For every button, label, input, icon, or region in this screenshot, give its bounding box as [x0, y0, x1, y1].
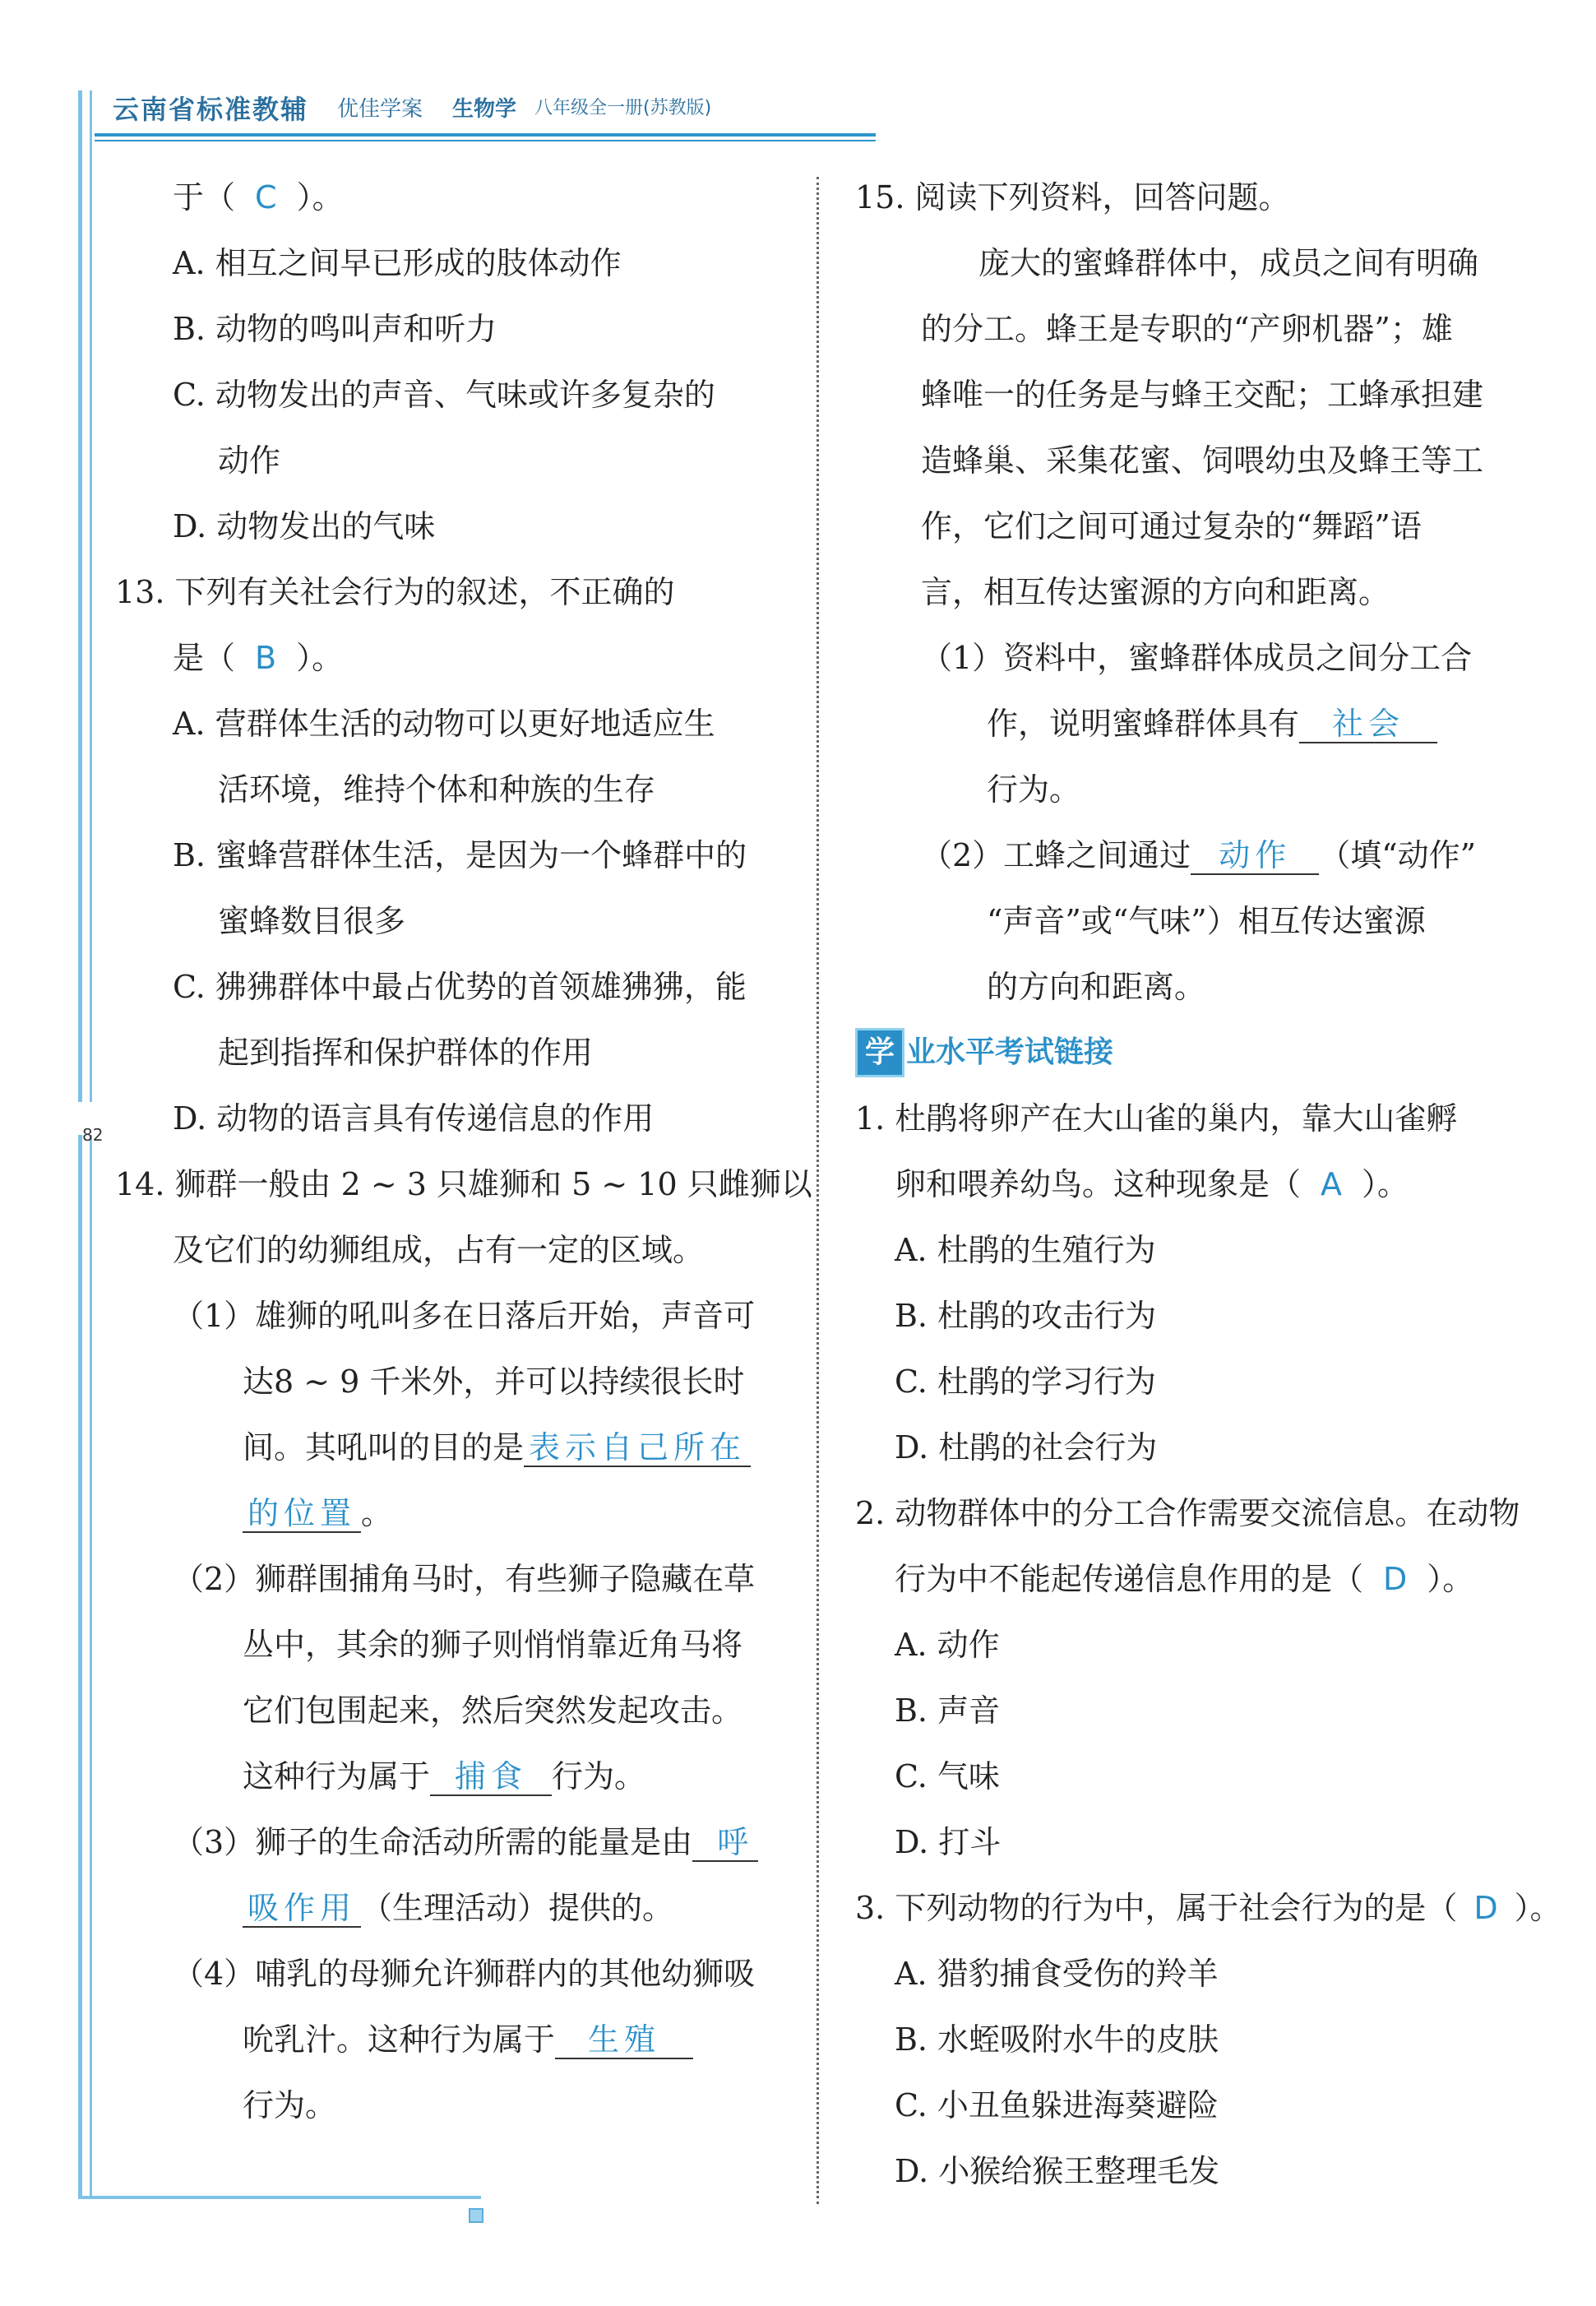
q14-stem-1: 14. 狮群一般由 2 ~ 3 只雄狮和 5 ~ 10 只雌狮以: [115, 1166, 812, 1202]
t2-option-c: C. 气味: [895, 1758, 1000, 1794]
q12-option-c: C. 动物发出的声音、气味或许多复杂的: [173, 377, 715, 413]
q14-p1-answer-a: 表示自己所在: [524, 1429, 751, 1467]
q12-option-b: B. 动物的鸣叫声和听力: [173, 311, 497, 347]
q13-stem: 13. 下列有关社会行为的叙述，不正确的: [115, 574, 675, 610]
q14-stem-2: 及它们的幼狮组成，占有一定的区域。: [173, 1232, 705, 1268]
t1-stem: 1. 杜鹃将卵产在大山雀的巢内，靠大山雀孵: [855, 1100, 1458, 1137]
q12-option-a: A. 相互之间早已形成的肢体动作: [173, 245, 622, 281]
q14-p2-l4: 这种行为属于 捕食 行为。: [243, 1758, 646, 1794]
q13-option-b-cont: 蜜蜂数目很多: [218, 903, 406, 939]
t3-option-d: D. 小猴给猴王整理毛发: [895, 2153, 1220, 2189]
q14-p2-l1: （2）狮群围捕角马时，有些狮子隐藏在草: [173, 1561, 756, 1597]
book-title: 优佳学案: [337, 97, 423, 122]
q15-passage-3: 蜂唯一的任务是与蜂王交配；工蜂承担建: [921, 377, 1484, 413]
q13-option-a-cont: 活环境，维持个体和种族的生存: [218, 771, 656, 808]
q13-option-c: C. 狒狒群体中最占优势的首领雄狒狒，能: [173, 969, 747, 1005]
t2-stem: 2. 动物群体中的分工合作需要交流信息。在动物: [855, 1495, 1520, 1531]
subject-title: 生物学: [452, 97, 517, 122]
t2-option-a: A. 动作: [895, 1627, 1000, 1663]
q14-p1-l4: 的位置 。: [111, 1480, 785, 1546]
q15-passage-6: 言，相互传达蜜源的方向和距离。: [921, 574, 1390, 610]
bottom-marker: [469, 2208, 483, 2223]
q15-passage-1: 庞大的蜜蜂群体中，成员之间有明确: [978, 245, 1479, 281]
q14-p1-answer-b: 的位置: [243, 1495, 361, 1533]
q12-answer: C: [255, 179, 277, 215]
q15-stem: 15. 阅读下列资料，回答问题。: [855, 179, 1290, 215]
q15-p2-l2: “声音”或“气味”）相互传达蜜源: [987, 903, 1426, 939]
t1-option-c: C. 杜鹃的学习行为: [895, 1364, 1156, 1400]
section-title: 业水平考试链接: [906, 1035, 1114, 1069]
column-divider: [817, 177, 819, 2204]
t2-option-b: B. 声音: [895, 1692, 1001, 1729]
right-column: [855, 164, 1561, 2204]
t3-option-b: B. 水蛭吸附水牛的皮肤: [895, 2021, 1219, 2058]
q13-answer: B: [255, 640, 277, 676]
q14-p4-l1: （4）哺乳的母狮允许狮群内的其他幼狮吸: [173, 1956, 756, 1992]
section-icon: 学: [855, 1028, 904, 1077]
q14-p3-l2: 吸作用 （生理活动）提供的。: [111, 1875, 785, 1941]
series-title: 云南省标准教辅: [113, 94, 309, 125]
q13-option-a: A. 营群体生活的动物可以更好地适应生: [173, 706, 715, 742]
q14-p1-l3: 间。其吼叫的目的是 表示自己所在: [111, 1415, 785, 1480]
q12-answer-line: 于（ C ）。: [173, 179, 344, 215]
q14-p2-l3: 它们包围起来，然后突然发起攻击。: [243, 1692, 743, 1729]
q14-p4-l2: 吮乳汁。这种行为属于 生殖: [111, 2007, 785, 2072]
t3-option-c: C. 小丑鱼躲进海葵避险: [895, 2087, 1219, 2123]
t3-answer: D: [1473, 1890, 1498, 1926]
t1-answer-line: 卵和喂养幼鸟。这种现象是（ A ）。: [895, 1166, 1409, 1202]
q15-passage-4: 造蜂巢、采集花蜜、饲喂幼虫及蜂王等工: [921, 442, 1484, 479]
t1-option-a: A. 杜鹃的生殖行为: [895, 1232, 1156, 1268]
grade-title: 八年级全一册(苏教版): [534, 98, 712, 118]
q13-option-c-cont: 起到指挥和保护群体的作用: [218, 1035, 594, 1071]
t2-answer-line: 行为中不能起传递信息作用的是（ D ）。: [895, 1561, 1474, 1597]
q14-p2-l2: 丛中，其余的狮子则悄悄靠近角马将: [243, 1627, 743, 1663]
q14-p4-answer: 生殖: [555, 2021, 693, 2059]
q14-p1-l1: （1）雄狮的吼叫多在日落后开始，声音可: [173, 1298, 756, 1334]
q15-p1-l3: 行为。: [987, 771, 1081, 808]
t1-option-d: D. 杜鹃的社会行为: [895, 1429, 1158, 1466]
q12-option-d: D. 动物发出的气味: [173, 508, 436, 544]
q14-p4-l3: 行为。: [243, 2087, 337, 2123]
t1-option-b: B. 杜鹃的攻击行为: [895, 1298, 1157, 1334]
q14-p3-answer-b: 吸作用: [243, 1890, 361, 1928]
q14-p1-l2: 达8 ~ 9 千米外，并可以持续很长时: [243, 1364, 745, 1400]
q15-p2-l3: 的方向和距离。: [987, 969, 1206, 1005]
q15-passage-5: 作，它们之间可通过复杂的“舞蹈”语: [921, 508, 1422, 544]
q14-p3-answer-a: 呼: [692, 1824, 758, 1862]
page-number: 82: [82, 1125, 104, 1145]
header-rule: [95, 133, 876, 137]
t3-option-a: A. 猎豹捕食受伤的羚羊: [895, 1956, 1219, 1992]
q12-option-c-cont: 动作: [218, 442, 281, 479]
q15-p2-answer: 动作: [1191, 837, 1319, 875]
t1-answer: A: [1321, 1166, 1343, 1202]
t3-stem: 3. 下列动物的行为中，属于社会行为的是（ D ）。: [855, 1890, 1561, 1926]
q14-p3-l1: （3）狮子的生命活动所需的能量是由 呼: [111, 1809, 785, 1875]
q13-option-b: B. 蜜蜂营群体生活，是因为一个蜂群中的: [173, 837, 747, 873]
q15-p1-answer: 社会: [1299, 706, 1437, 743]
left-column: [111, 164, 812, 2138]
q13-answer-line: 是（ B ）。: [173, 640, 344, 676]
q15-p2-l1: （2）工蜂之间通过 动作 （填“动作”: [921, 837, 1477, 873]
q13-option-d: D. 动物的语言具有传递信息的作用: [173, 1100, 655, 1137]
t2-option-d: D. 打斗: [895, 1824, 1002, 1860]
header-rule-thin: [95, 140, 876, 141]
t2-answer: D: [1383, 1561, 1408, 1597]
q15-p1-l2: 作，说明蜜蜂群体具有 社会: [855, 691, 1529, 757]
q14-p2-answer: 捕食: [430, 1758, 552, 1796]
q15-p1-l1: （1）资料中，蜜蜂群体成员之间分工合: [921, 640, 1473, 676]
page-header: [95, 82, 1575, 140]
section-heading: [855, 1020, 1529, 1086]
q15-passage-2: 的分工。蜂王是专职的“产卵机器”；雄: [921, 311, 1453, 347]
